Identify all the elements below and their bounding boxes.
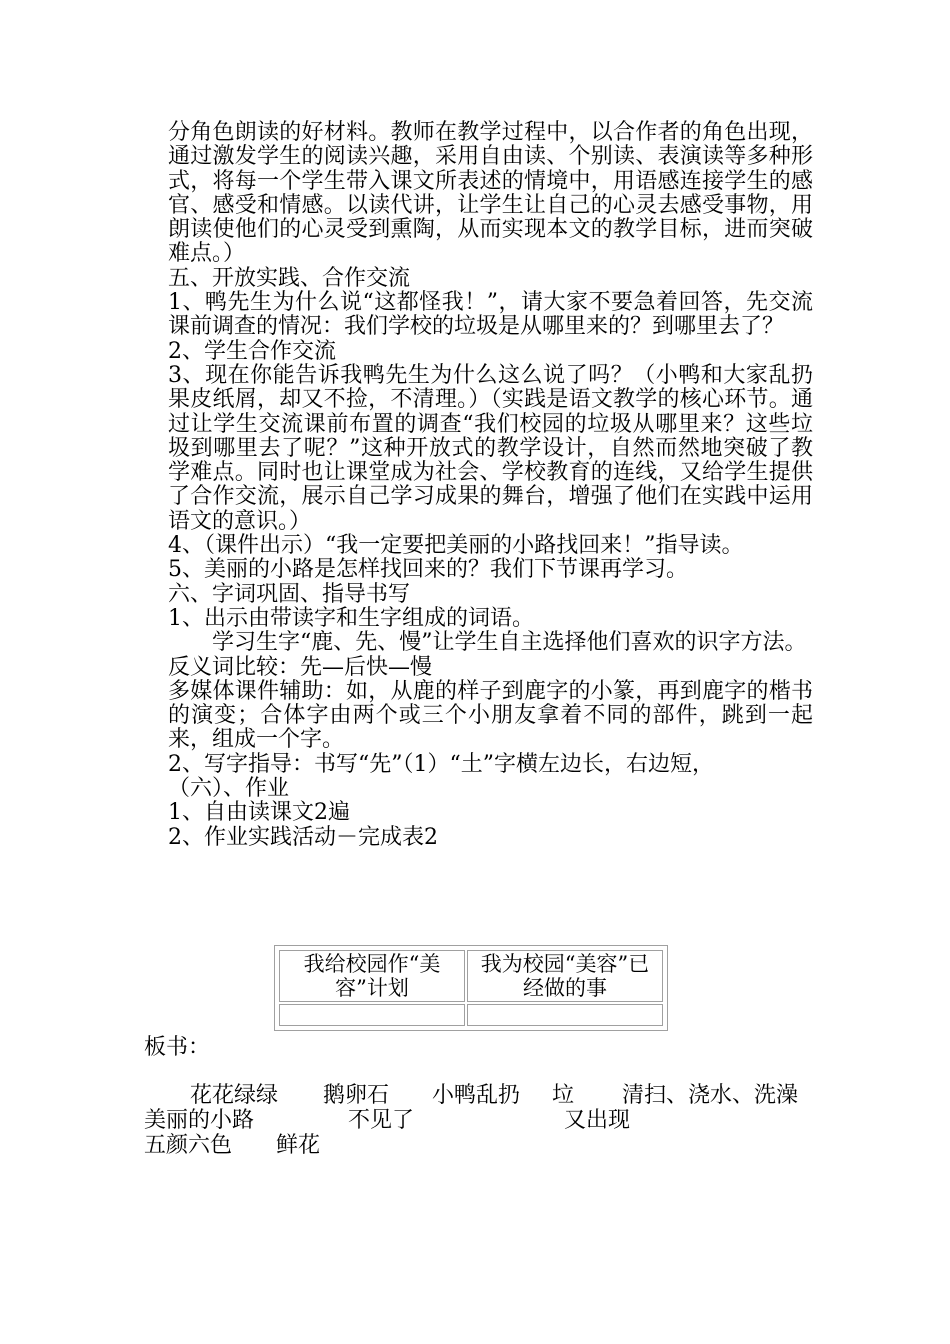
lesson-body-text [168,121,813,850]
board-word: 五颜六色 [144,1133,233,1158]
table-row [279,1004,663,1026]
board-word: 清扫、浇水、洗澡 [622,1083,799,1108]
section-heading-homework: （六）、作业 [168,776,290,802]
board-word: 鹅卵石 [323,1083,390,1108]
section-heading-6: 六、字词巩固、指导书写 [168,581,411,607]
board-label: 板书： [144,1035,211,1060]
table-header-done: 我为校园“美容”已经做的事 [467,950,663,1002]
table-header-plan: 我给校园作“美容”计划 [279,950,465,1002]
paragraph-6-2: 2、写字指导：书写“先”（1）“土”字横左边长，右边短， [168,751,714,777]
table-cell [467,1004,663,1026]
section-heading-5: 五、开放实践、合作交流 [168,265,411,291]
board-word: 美丽的小路 [144,1108,255,1133]
paragraph-6-1: 1、出示由带读字和生字组成的词语。 [168,605,534,631]
paragraph-6-1-detail: 学习生字“鹿、先、慢”让学生自主选择他们喜欢的识字方法。 [212,630,807,656]
paragraph-antonyms: 反义词比较：先—后快—慢 [168,654,433,680]
paragraph-5-2: 2、学生合作交流 [168,338,336,364]
board-word: 鲜花 [276,1133,321,1158]
paragraph-5-3: 3、现在你能告诉我鸭先生为什么这么说了吗？（小鸭和大家乱扔果皮纸屑，却又不捡，不清理。）（实践是语文教学的核心环节。通过让学生交流课前布置的调查“我们校园的垃圾从哪里来？这些垃圾到哪里去了呢？”这种开放式的教学设计，自然而然地突破了教学难点。同时也让课堂成为社会、学校教育的连线，又给学生提供了合作交流，展示自己学习成果的舞台，增强了他们在实践中运用语文的意识。） [168,362,813,534]
board-word: 花花绿绿 [190,1083,279,1108]
table-header-row [279,950,663,1002]
paragraph-5-4: 4、（课件出示）“我一定要把美丽的小路找回来！”指导读。 [168,533,744,559]
plan-table [274,945,668,1031]
paragraph-5-5: 5、美丽的小路是怎样找回来的？我们下节课再学习。 [168,557,688,583]
paragraph-intro: 分角色朗读的好材料。教师在教学过程中，以合作者的角色出现，通过激发学生的阅读兴趣，采用自由读、个别读、表演读等多种形式，将每一个学生带入课文所表述的情境中，用语感连接学生的感官、感受和情感。以读代讲，让学生让自己的心灵去感受事物，用朗读使他们的心灵受到熏陶，从而实现本文的教学目标，进而突破难点。） [168,120,813,267]
board-word: 又出现 [564,1108,631,1133]
paragraph-homework-1: 1、自由读课文2遍 [168,800,350,826]
board-word: 垃 [552,1083,575,1108]
board-word: 小鸭乱扔 [432,1083,521,1108]
paragraph-homework-2: 2、作业实践活动－完成表2 [168,824,438,850]
table-cell [279,1004,465,1026]
paragraph-5-1: 1、鸭先生为什么说“这都怪我！”，请大家不要急着回答，先交流课前调查的情况：我们学校的垃圾是从哪里来的？到哪里去了？ [168,290,813,340]
board-word: 不见了 [348,1108,415,1133]
paragraph-multimedia: 多媒体课件辅助：如，从鹿的样子到鹿字的小篆，再到鹿字的楷书的演变；合体字由两个或三个小朋友拿着不同的部件，跳到一起来，组成一个字。 [168,678,813,753]
